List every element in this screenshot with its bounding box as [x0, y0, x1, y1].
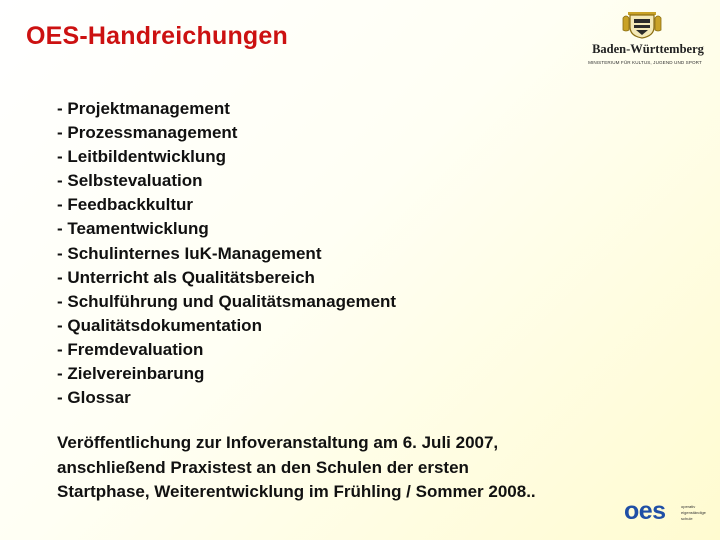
list-item: - Zielvereinbarung [57, 364, 205, 384]
list-item: - Feedbackkultur [57, 195, 194, 215]
page-title: OES-Handreichungen [26, 22, 288, 50]
list-item: - Selbstevaluation [57, 171, 203, 191]
note-line: Veröffentlichung zur Infoveranstaltung am 6. Juli 2007, [57, 433, 499, 452]
publication-note [57, 431, 657, 505]
state-name: Baden-Württemberg [592, 42, 704, 56]
list-item: - Qualitätsdokumentation [57, 315, 262, 335]
oes-tagline-line: schule [681, 516, 693, 521]
state-crest-icon [622, 10, 662, 40]
list-item: - Fremdevaluation [57, 339, 204, 359]
list-item: - Teamentwicklung [57, 219, 209, 239]
list-item: - Schulinternes IuK-Management [57, 243, 322, 263]
list-item: - Prozessmanagement [57, 123, 238, 143]
oes-wordmark: oes [624, 497, 666, 525]
list-item: - Glossar [57, 388, 131, 408]
oes-tagline-line: eigenständige [681, 510, 706, 515]
note-line: anschließend Praxistest an den Schulen der ersten [57, 457, 469, 477]
oes-tagline-line: operativ [681, 504, 696, 509]
list-item: - Unterricht als Qualitätsbereich [57, 267, 315, 287]
note-line: Startphase, Weiterentwicklung im Frühling / Sommer 2008.. [57, 482, 536, 501]
oes-logo [624, 497, 716, 527]
list-item: - Schulführung und Qualitätsmanagement [57, 291, 397, 311]
handout-list [57, 97, 396, 410]
list-item: - Leitbildentwicklung [57, 147, 227, 167]
baden-wuerttemberg-logo [578, 10, 710, 68]
ministry-name: MINISTERIUM FÜR KULTUS, JUGEND UND SPORT [588, 60, 702, 65]
list-item: - Projektmanagement [57, 99, 230, 118]
oes-tagline [681, 504, 717, 522]
